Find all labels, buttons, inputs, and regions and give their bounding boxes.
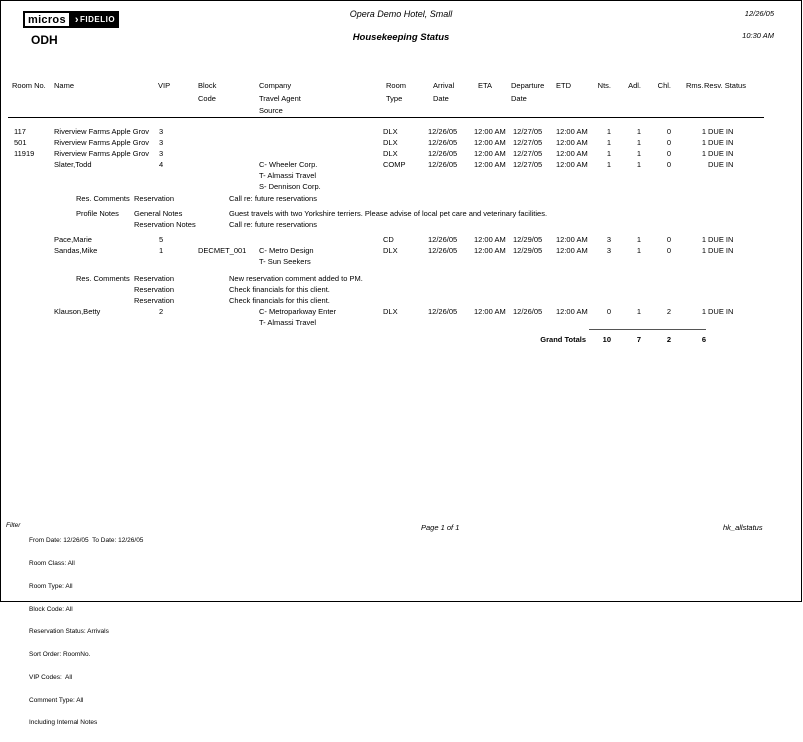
nights-cell: 3 <box>606 246 611 255</box>
etd-cell: 12:00 AM <box>556 127 588 136</box>
rooms-cell: 1 <box>701 149 706 158</box>
header-source: Source <box>259 106 283 115</box>
filter-line: Room Class: All <box>29 559 75 567</box>
header-company: Company <box>259 81 292 90</box>
arrival-date-cell: 12/26/05 <box>428 246 458 255</box>
header-block-code: Block <box>198 81 217 90</box>
room-type-cell: DLX <box>383 149 398 158</box>
resv-status-cell: DUE IN <box>708 138 734 147</box>
vip-cell: 3 <box>159 138 164 147</box>
name-cell: Pace,Marie <box>54 235 92 244</box>
children-cell: 0 <box>666 149 671 158</box>
header-chl: Chl. <box>657 81 671 90</box>
company-cell: C- Metro Design <box>259 246 314 255</box>
comment-label: Profile Notes <box>76 209 119 218</box>
departure-date-cell: 12/27/05 <box>513 127 543 136</box>
comment-type: Reservation <box>134 274 175 283</box>
print-time: 10:30 AM <box>742 31 774 40</box>
header-arrival-date: Date <box>433 94 449 103</box>
nights-cell: 1 <box>606 138 611 147</box>
grand-total-children: 2 <box>666 335 671 344</box>
eta-cell: 12:00 AM <box>474 246 506 255</box>
arrival-date-cell: 12/26/05 <box>428 138 458 147</box>
comment-text: Check financials for this client. <box>229 296 330 305</box>
arrival-date-cell: 12/26/05 <box>428 235 458 244</box>
filter-line: Reservation Status: Arrivals <box>29 628 109 636</box>
header-departure-date: Date <box>511 94 527 103</box>
nights-cell: 3 <box>606 235 611 244</box>
eta-cell: 12:00 AM <box>474 307 506 316</box>
vip-cell: 3 <box>159 127 164 136</box>
block-code-cell: DECMET_001 <box>198 246 247 255</box>
room-no-cell: 117 <box>14 127 26 136</box>
comment-text: Guest travels with two Yorkshire terriers. Please advise of local pet care and veterinary facilities. <box>229 209 548 218</box>
header-room-no: Room No. <box>12 81 46 90</box>
room-no-cell: 501 <box>14 138 27 147</box>
departure-date-cell: 12/29/05 <box>513 246 543 255</box>
departure-date-cell: 12/27/05 <box>513 160 543 169</box>
departure-date-cell: 12/29/05 <box>513 235 543 244</box>
rooms-cell: 1 <box>701 138 706 147</box>
resv-status-cell: DUE IN <box>708 160 734 169</box>
comment-type: Reservation <box>134 194 175 203</box>
departure-date-cell: 12/27/05 <box>513 149 543 158</box>
vip-cell: 2 <box>159 307 164 316</box>
source-cell: S- Dennison Corp. <box>259 182 321 191</box>
comment-label: Res. Comments <box>76 194 130 203</box>
rooms-cell: 1 <box>701 246 706 255</box>
room-type-cell: DLX <box>383 307 398 316</box>
header-rms: Rms. <box>686 81 704 90</box>
etd-cell: 12:00 AM <box>556 149 588 158</box>
header-underline <box>8 117 764 118</box>
header-arrival-date: Arrival <box>433 81 455 90</box>
arrival-date-cell: 12/26/05 <box>428 127 458 136</box>
room-type-cell: CD <box>383 235 394 244</box>
vip-cell: 5 <box>159 235 164 244</box>
comment-type: Reservation Notes <box>134 220 196 229</box>
header-adl: Adl. <box>628 81 641 90</box>
header-nts: Nts. <box>597 81 611 90</box>
resv-status-cell: DUE IN <box>708 235 734 244</box>
filter-line: Sort Order: RoomNo. <box>29 651 91 659</box>
rooms-cell: 1 <box>701 235 706 244</box>
travel-agent-cell: T- Sun Seekers <box>259 257 311 266</box>
room-type-cell: DLX <box>383 138 398 147</box>
company-cell: C- Wheeler Corp. <box>259 160 318 169</box>
room-type-cell: COMP <box>383 160 406 169</box>
nights-cell: 1 <box>606 127 611 136</box>
comment-text: Call re: future reservations <box>229 220 317 229</box>
adults-cell: 1 <box>636 127 641 136</box>
name-cell: Slater,Todd <box>54 160 92 169</box>
children-cell: 0 <box>666 235 671 244</box>
micros-logo-text: micros <box>23 11 71 28</box>
filter-line: From Date: 12/26/05 To Date: 12/26/05 <box>29 537 144 545</box>
resv-status-cell: DUE IN <box>708 149 734 158</box>
room-type-cell: DLX <box>383 246 398 255</box>
filter-line: Block Code: All <box>29 605 73 613</box>
name-cell: Riverview Farms Apple Grov <box>54 138 150 147</box>
header-vip: VIP <box>158 81 171 90</box>
grand-total-adults: 7 <box>636 335 641 344</box>
vip-cell: 1 <box>159 246 164 255</box>
children-cell: 2 <box>666 307 671 316</box>
etd-cell: 12:00 AM <box>556 307 588 316</box>
header-block-code: Code <box>198 94 216 103</box>
header-room-type: Type <box>386 94 403 103</box>
children-cell: 0 <box>666 138 671 147</box>
header-room-type: Room <box>386 81 407 90</box>
departure-date-cell: 12/26/05 <box>513 307 543 316</box>
vip-cell: 4 <box>159 160 164 169</box>
eta-cell: 12:00 AM <box>474 235 506 244</box>
grand-total-rooms: 6 <box>701 335 706 344</box>
filter-label: Filter <box>6 522 21 529</box>
resv-status-cell: DUE IN <box>708 246 734 255</box>
resv-status-cell: DUE IN <box>708 127 734 136</box>
print-date: 12/26/05 <box>744 9 774 18</box>
grand-total-nights: 10 <box>602 335 611 344</box>
room-no-cell: 11919 <box>14 149 35 158</box>
filter-line: Including Internal Notes <box>29 719 98 727</box>
eta-cell: 12:00 AM <box>474 160 506 169</box>
filter-line: Room Type: All <box>29 582 73 590</box>
filter-line: Comment Type: All <box>29 696 84 704</box>
eta-cell: 12:00 AM <box>474 127 506 136</box>
hotel-name: Opera Demo Hotel, Small <box>349 9 453 19</box>
vip-cell: 3 <box>159 149 164 158</box>
page-number: Page 1 of 1 <box>421 523 460 532</box>
adults-cell: 1 <box>636 246 641 255</box>
header-eta: ETA <box>478 81 493 90</box>
company-cell: C- Metroparkway Enter <box>259 307 337 316</box>
name-cell: Sandas,Mike <box>54 246 98 255</box>
comment-type: Reservation <box>134 285 175 294</box>
nights-cell: 0 <box>606 307 611 316</box>
resv-status-cell: DUE IN <box>708 307 734 316</box>
nights-cell: 1 <box>606 149 611 158</box>
header-travel-agent: Travel Agent <box>259 94 301 103</box>
comment-text: Call re: future reservations <box>229 194 317 203</box>
eta-cell: 12:00 AM <box>474 149 506 158</box>
rooms-cell: 1 <box>701 307 706 316</box>
arrival-date-cell: 12/26/05 <box>428 307 458 316</box>
adults-cell: 1 <box>636 307 641 316</box>
nights-cell: 1 <box>606 160 611 169</box>
etd-cell: 12:00 AM <box>556 235 588 244</box>
name-cell: Riverview Farms Apple Grov <box>54 127 150 136</box>
header-resv-status: Resv. Status <box>704 81 746 90</box>
etd-cell: 12:00 AM <box>556 246 588 255</box>
children-cell: 0 <box>666 127 671 136</box>
filter-line: VIP Codes: All <box>29 673 73 681</box>
report-id: hk_allstatus <box>723 523 763 532</box>
header-name: Name <box>54 81 75 90</box>
comment-text: Check financials for this client. <box>229 285 330 294</box>
header-etd: ETD <box>556 81 571 90</box>
adults-cell: 1 <box>636 149 641 158</box>
comment-type: General Notes <box>134 209 183 218</box>
grand-totals-label: Grand Totals <box>540 335 586 344</box>
children-cell: 0 <box>666 160 671 169</box>
logo-arrow-icon: › <box>74 13 80 26</box>
grand-totals-rule <box>589 329 706 330</box>
adults-cell: 1 <box>636 235 641 244</box>
header-departure-date: Departure <box>511 81 545 90</box>
eta-cell: 12:00 AM <box>474 138 506 147</box>
travel-agent-cell: T- Almassi Travel <box>259 318 317 327</box>
comment-type: Reservation <box>134 296 175 305</box>
comment-text: New reservation comment added to PM. <box>229 274 363 283</box>
adults-cell: 1 <box>636 138 641 147</box>
arrival-date-cell: 12/26/05 <box>428 149 458 158</box>
arrival-date-cell: 12/26/05 <box>428 160 458 169</box>
adults-cell: 1 <box>636 160 641 169</box>
filter-criteria <box>29 522 143 742</box>
travel-agent-cell: T- Almassi Travel <box>259 171 317 180</box>
name-cell: Riverview Farms Apple Grov <box>54 149 150 158</box>
room-type-cell: DLX <box>383 127 398 136</box>
fidelio-logo-text: FIDELIO <box>80 15 116 24</box>
etd-cell: 12:00 AM <box>556 138 588 147</box>
children-cell: 0 <box>666 246 671 255</box>
comment-label: Res. Comments <box>76 274 130 283</box>
rooms-cell: 1 <box>701 127 706 136</box>
report-title: Housekeeping Status <box>352 32 450 43</box>
departure-date-cell: 12/27/05 <box>513 138 543 147</box>
name-cell: Klauson,Betty <box>54 307 101 316</box>
property-code: ODH <box>31 33 58 47</box>
etd-cell: 12:00 AM <box>556 160 588 169</box>
